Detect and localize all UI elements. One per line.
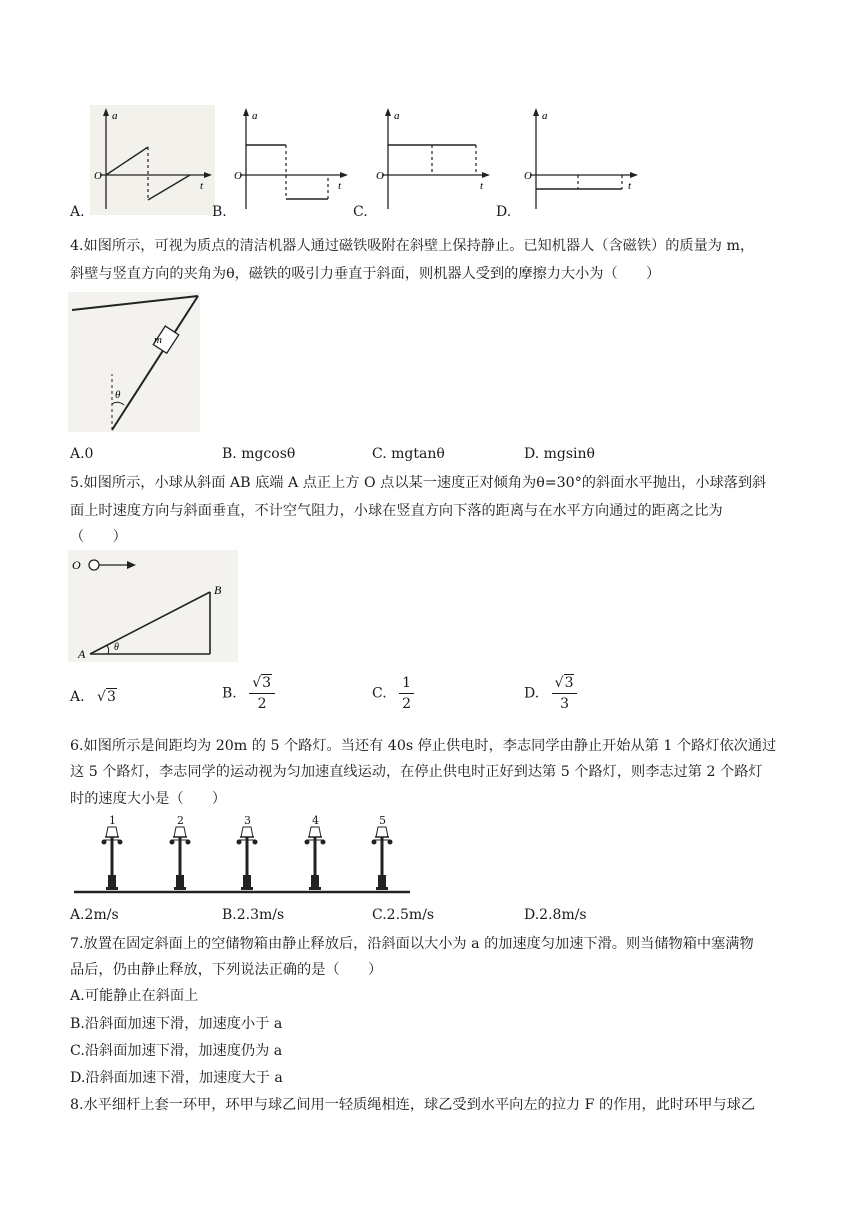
q3-option-c[interactable]: C. [353,204,368,220]
axis-a-label: a [112,110,118,122]
q5-figure [68,550,238,662]
option-label: D. [524,685,540,702]
lamp-number: 2 [177,814,184,827]
angle-theta-label: θ [114,642,119,653]
graph-d [520,105,645,215]
lamp-number: 5 [379,814,386,827]
q5-stem-line1: 5.如图所示，小球从斜面 AB 底端 A 点正上方 O 点以某一速度正对倾角为θ=30°的斜面水平抛出，小球落到斜 [70,475,767,491]
lamp-number: 1 [109,814,116,827]
frac-numerator: 3 [564,675,574,691]
point-b-label: B [214,583,222,597]
origin-label: O [524,170,532,182]
q6-stem-line2: 这 5 个路灯，李志同学的运动视为匀加速直线运动，在停止供电时正好到达第 5 个路灯，则李志过第 2 个路灯 [70,764,763,780]
frac-denominator: 3 [560,696,570,712]
q7-option-d[interactable]: D.沿斜面加速下滑，加速度大于 a [70,1070,283,1086]
q7-option-a[interactable]: A.可能静止在斜面上 [70,988,199,1004]
axis-t-label: t [200,180,204,192]
q7-stem-line2: 品后，仍由静止释放，下列说法正确的是（ ） [70,962,383,978]
axis-t-label: t [628,180,632,192]
axis-t-label: t [338,180,342,192]
q5-option-b[interactable]: B. $\frac{√3}{2}$ [222,673,275,723]
graph-a [90,105,215,215]
q5-option-d[interactable]: D. $\frac{√3}{3}$ [524,673,577,723]
lamp-number: 3 [244,814,251,827]
sqrt-value: 3 [106,689,116,705]
q4-figure [68,292,200,432]
axis-t-label: t [480,180,484,192]
option-label: C. [372,685,387,702]
option-label: B. [222,685,237,702]
graph-c [372,105,497,215]
frac-numerator: 3 [262,675,272,691]
mass-label: m [154,334,162,346]
origin-label: O [234,170,242,182]
q3-option-d[interactable]: D. [496,204,512,220]
q5-stem-line3: （ ） [70,529,127,545]
point-a-label: A [78,647,86,661]
axis-a-label: a [252,110,258,122]
angle-theta-label: θ [115,389,121,401]
origin-label: O [94,170,102,182]
q7-option-b[interactable]: B.沿斜面加速下滑，加速度小于 a [70,1016,283,1032]
q6-option-c[interactable]: C.2.5m/s [372,907,435,923]
q3-option-b[interactable]: B. [212,204,227,220]
q3-option-a[interactable]: A. [70,204,85,220]
q4-option-d[interactable]: D. mgsinθ [524,446,595,462]
q4-option-b[interactable]: B. mgcosθ [222,446,296,462]
point-o-label: O [72,558,81,572]
axis-a-label: a [542,110,548,122]
q5-option-a[interactable]: A. √3 [70,689,116,705]
q4-stem-line2: 斜壁与竖直方向的夹角为θ，磁铁的吸引力垂直于斜面，则机器人受到的摩擦力大小为（ ） [70,266,661,282]
frac-numerator: 1 [399,673,414,694]
q6-figure [72,815,412,899]
lamp-number: 4 [312,814,319,827]
q4-stem-line1: 4.如图所示，可视为质点的清洁机器人通过磁铁吸附在斜壁上保持静止。已知机器人（含磁铁）的质量为 m， [70,238,755,254]
axis-a-label: a [394,110,400,122]
q4-option-a[interactable]: A.0 [70,446,94,462]
q5-stem-line2: 面上时速度方向与斜面垂直，不计空气阻力，小球在竖直方向下落的距离与在水平方向通过的距离之比为 [70,503,723,519]
q6-stem-line3: 时的速度大小是（ ） [70,791,227,807]
q8-stem-line1: 8.水平细杆上套一环甲，环甲与球乙间用一轻质绳相连，球乙受到水平向左的拉力 F 的作用，此时环甲与球乙 [70,1097,756,1113]
q7-stem-line1: 7.放置在固定斜面上的空储物箱由静止释放后，沿斜面以大小为 a 的加速度匀加速下滑。则当储物箱中塞满物 [70,936,754,952]
origin-label: O [376,170,384,182]
q6-stem-line1: 6.如图所示是间距均为 20m 的 5 个路灯。当还有 40s 停止供电时，李志同学由静止开始从第 1 个路灯依次通过 [70,738,777,754]
frac-denominator: 2 [402,696,412,712]
q6-option-b[interactable]: B.2.3m/s [222,907,285,923]
q7-option-c[interactable]: C.沿斜面加速下滑，加速度仍为 a [70,1043,283,1059]
q6-option-a[interactable]: A.2m/s [70,907,119,923]
graph-b [230,105,355,215]
option-label: A. [70,689,85,705]
q4-option-c[interactable]: C. mgtanθ [372,446,445,462]
q6-option-d[interactable]: D.2.8m/s [524,907,587,923]
frac-denominator: 2 [257,696,267,712]
q5-option-c[interactable] [372,673,414,723]
